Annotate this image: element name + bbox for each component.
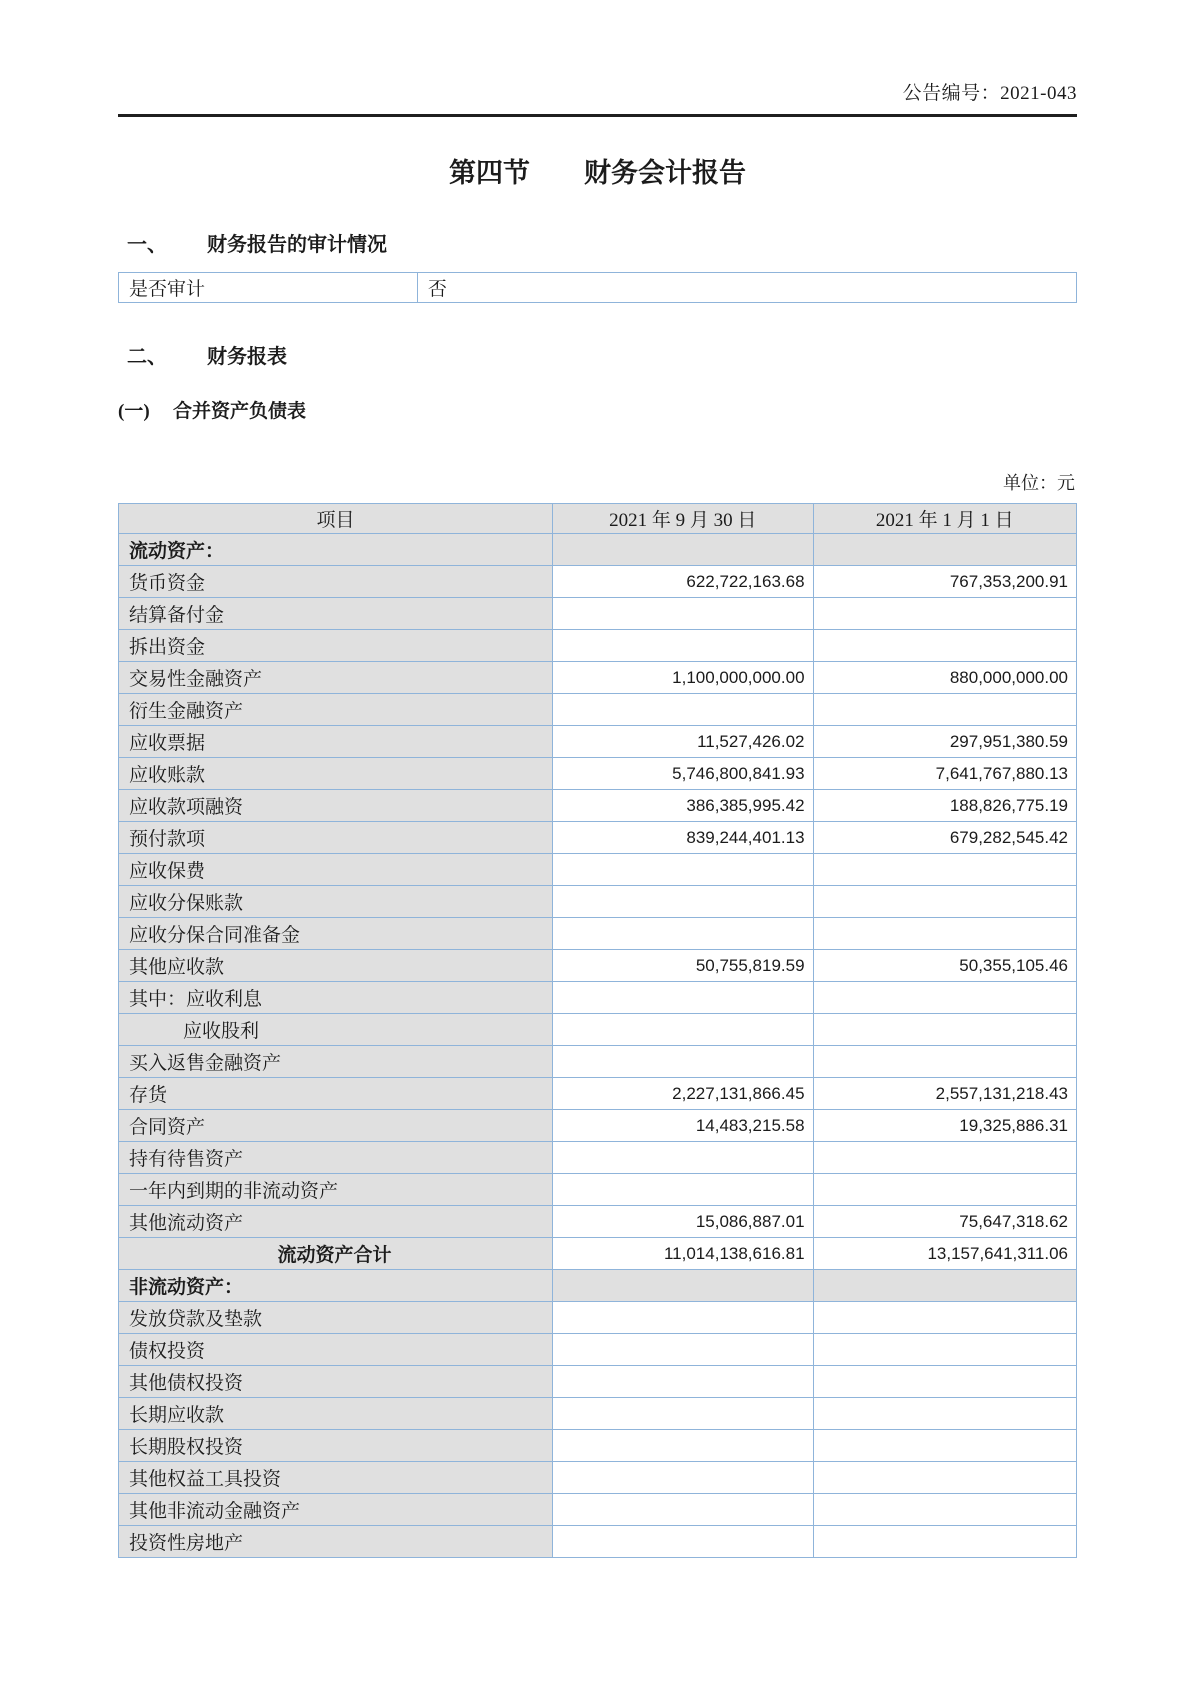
value-2021-09-30	[552, 1014, 813, 1046]
table-row	[119, 1142, 1077, 1174]
table-row	[119, 630, 1077, 662]
value-2021-09-30: 839,244,401.13	[552, 822, 813, 854]
row-label: 应收票据	[119, 726, 553, 758]
table-row	[119, 726, 1077, 758]
value-2021-01-01	[813, 1046, 1076, 1078]
row-label: 其他流动资产	[119, 1206, 553, 1238]
value-2021-09-30: 5,746,800,841.93	[552, 758, 813, 790]
row-label: 持有待售资产	[119, 1142, 553, 1174]
value-2021-09-30	[552, 1142, 813, 1174]
table-row	[119, 694, 1077, 726]
value-2021-01-01	[813, 630, 1076, 662]
unit-label: 单位：元	[1003, 473, 1075, 493]
value-2021-09-30	[552, 1334, 813, 1366]
table-row	[119, 1174, 1077, 1206]
page-title: 第四节 财务会计报告	[449, 158, 746, 188]
row-label: 其他权益工具投资	[119, 1462, 553, 1494]
table-row	[119, 1014, 1077, 1046]
row-label: 发放贷款及垫款	[119, 1302, 553, 1334]
row-label: 应收保费	[119, 854, 553, 886]
table-row	[119, 598, 1077, 630]
value-2021-01-01: 75,647,318.62	[813, 1206, 1076, 1238]
audit-table	[118, 272, 1077, 303]
value-2021-09-30	[552, 1366, 813, 1398]
row-label: 合同资产	[119, 1110, 553, 1142]
row-label: 衍生金融资产	[119, 694, 553, 726]
table-row	[119, 886, 1077, 918]
audit-question-label: 是否审计	[119, 273, 418, 303]
row-label: 其他债权投资	[119, 1366, 553, 1398]
column-header-item: 项目	[119, 504, 553, 534]
table-row	[119, 534, 1077, 566]
value-2021-09-30	[552, 1526, 813, 1558]
table-row	[119, 1302, 1077, 1334]
section-2-number: 二、	[127, 346, 167, 368]
value-2021-01-01	[813, 1366, 1076, 1398]
column-header-date-1: 2021 年 9 月 30 日	[552, 504, 813, 534]
document-page	[118, 0, 1077, 1558]
row-label: 长期应收款	[119, 1398, 553, 1430]
table-row	[119, 822, 1077, 854]
row-label: 流动资产合计	[119, 1238, 553, 1270]
value-2021-09-30: 11,527,426.02	[552, 726, 813, 758]
value-2021-01-01	[813, 1398, 1076, 1430]
value-2021-01-01	[813, 854, 1076, 886]
value-2021-01-01	[813, 1494, 1076, 1526]
value-2021-01-01	[813, 694, 1076, 726]
value-2021-09-30: 50,755,819.59	[552, 950, 813, 982]
section-1-number: 一、	[127, 234, 167, 256]
table-row	[119, 918, 1077, 950]
row-label: 应收款项融资	[119, 790, 553, 822]
value-2021-01-01	[813, 1430, 1076, 1462]
row-label: 其他非流动金融资产	[119, 1494, 553, 1526]
table-row	[119, 1526, 1077, 1558]
row-label: 债权投资	[119, 1334, 553, 1366]
row-label: 买入返售金融资产	[119, 1046, 553, 1078]
value-2021-09-30	[552, 1494, 813, 1526]
table-row	[119, 1110, 1077, 1142]
balance-sheet-table	[118, 503, 1077, 1558]
value-2021-01-01	[813, 886, 1076, 918]
value-2021-09-30	[552, 918, 813, 950]
value-2021-01-01: 13,157,641,311.06	[813, 1238, 1076, 1270]
value-2021-09-30	[552, 1430, 813, 1462]
value-2021-01-01	[813, 982, 1076, 1014]
row-label: 应收账款	[119, 758, 553, 790]
row-label: 其中：应收利息	[119, 982, 553, 1014]
table-row	[119, 662, 1077, 694]
audit-answer-value: 否	[417, 273, 1076, 303]
value-2021-01-01: 50,355,105.46	[813, 950, 1076, 982]
table-row	[119, 1206, 1077, 1238]
value-2021-01-01: 679,282,545.42	[813, 822, 1076, 854]
value-2021-01-01: 297,951,380.59	[813, 726, 1076, 758]
value-2021-01-01: 19,325,886.31	[813, 1110, 1076, 1142]
value-2021-09-30: 11,014,138,616.81	[552, 1238, 813, 1270]
value-2021-09-30	[552, 630, 813, 662]
value-2021-09-30	[552, 854, 813, 886]
value-2021-09-30: 15,086,887.01	[552, 1206, 813, 1238]
table-row	[119, 566, 1077, 598]
row-label: 长期股权投资	[119, 1430, 553, 1462]
row-label: 投资性房地产	[119, 1526, 553, 1558]
value-2021-01-01	[813, 1334, 1076, 1366]
row-label: 结算备付金	[119, 598, 553, 630]
value-2021-09-30: 2,227,131,866.45	[552, 1078, 813, 1110]
value-2021-01-01: 767,353,200.91	[813, 566, 1076, 598]
section-1-heading	[118, 228, 1077, 257]
value-2021-09-30	[552, 1462, 813, 1494]
table-row	[119, 790, 1077, 822]
audit-row	[119, 273, 1077, 303]
table-row	[119, 950, 1077, 982]
section-2-heading	[118, 340, 1077, 369]
value-2021-09-30: 622,722,163.68	[552, 566, 813, 598]
value-2021-01-01	[813, 598, 1076, 630]
subsection-1-heading	[118, 396, 1077, 423]
row-label: 交易性金融资产	[119, 662, 553, 694]
value-2021-01-01	[813, 1014, 1076, 1046]
value-2021-01-01: 188,826,775.19	[813, 790, 1076, 822]
column-header-date-2: 2021 年 1 月 1 日	[813, 504, 1076, 534]
table-row	[119, 758, 1077, 790]
table-row	[119, 1494, 1077, 1526]
value-2021-09-30: 386,385,995.42	[552, 790, 813, 822]
table-row	[119, 1238, 1077, 1270]
value-2021-09-30	[552, 1302, 813, 1334]
value-2021-09-30: 14,483,215.58	[552, 1110, 813, 1142]
balance-sheet-header-row	[119, 504, 1077, 534]
value-2021-01-01	[813, 1526, 1076, 1558]
table-row	[119, 854, 1077, 886]
row-label: 流动资产：	[119, 534, 553, 566]
row-label: 应收分保账款	[119, 886, 553, 918]
row-label: 存货	[119, 1078, 553, 1110]
subsection-1-title: 合并资产负债表	[173, 401, 307, 422]
table-row	[119, 1334, 1077, 1366]
balance-sheet-body	[119, 534, 1077, 1558]
table-row	[119, 1078, 1077, 1110]
table-row	[119, 1462, 1077, 1494]
table-row	[119, 1046, 1077, 1078]
value-2021-01-01	[813, 1302, 1076, 1334]
value-2021-09-30	[552, 598, 813, 630]
value-2021-09-30	[552, 534, 813, 566]
value-2021-01-01: 880,000,000.00	[813, 662, 1076, 694]
value-2021-09-30	[552, 1270, 813, 1302]
value-2021-09-30	[552, 982, 813, 1014]
table-row	[119, 1270, 1077, 1302]
announcement-number: 公告编号：2021-043	[902, 83, 1077, 104]
value-2021-01-01	[813, 534, 1076, 566]
header-rule	[118, 114, 1077, 117]
table-row	[119, 982, 1077, 1014]
table-row	[119, 1398, 1077, 1430]
table-row	[119, 1366, 1077, 1398]
row-label: 预付款项	[119, 822, 553, 854]
value-2021-09-30	[552, 886, 813, 918]
row-label: 拆出资金	[119, 630, 553, 662]
value-2021-09-30	[552, 1174, 813, 1206]
value-2021-09-30: 1,100,000,000.00	[552, 662, 813, 694]
value-2021-01-01: 7,641,767,880.13	[813, 758, 1076, 790]
row-label: 一年内到期的非流动资产	[119, 1174, 553, 1206]
value-2021-01-01	[813, 1462, 1076, 1494]
row-label: 其他应收款	[119, 950, 553, 982]
value-2021-09-30	[552, 694, 813, 726]
value-2021-01-01	[813, 918, 1076, 950]
value-2021-01-01: 2,557,131,218.43	[813, 1078, 1076, 1110]
value-2021-09-30	[552, 1398, 813, 1430]
row-label: 货币资金	[119, 566, 553, 598]
section-1-title: 财务报告的审计情况	[207, 234, 387, 256]
value-2021-01-01	[813, 1142, 1076, 1174]
table-row	[119, 1430, 1077, 1462]
subsection-1-number: (一)	[118, 401, 150, 422]
row-label: 非流动资产：	[119, 1270, 553, 1302]
row-label: 应收分保合同准备金	[119, 918, 553, 950]
value-2021-01-01	[813, 1270, 1076, 1302]
value-2021-01-01	[813, 1174, 1076, 1206]
section-2-title: 财务报表	[207, 346, 287, 368]
row-label: 应收股利	[119, 1014, 553, 1046]
value-2021-09-30	[552, 1046, 813, 1078]
